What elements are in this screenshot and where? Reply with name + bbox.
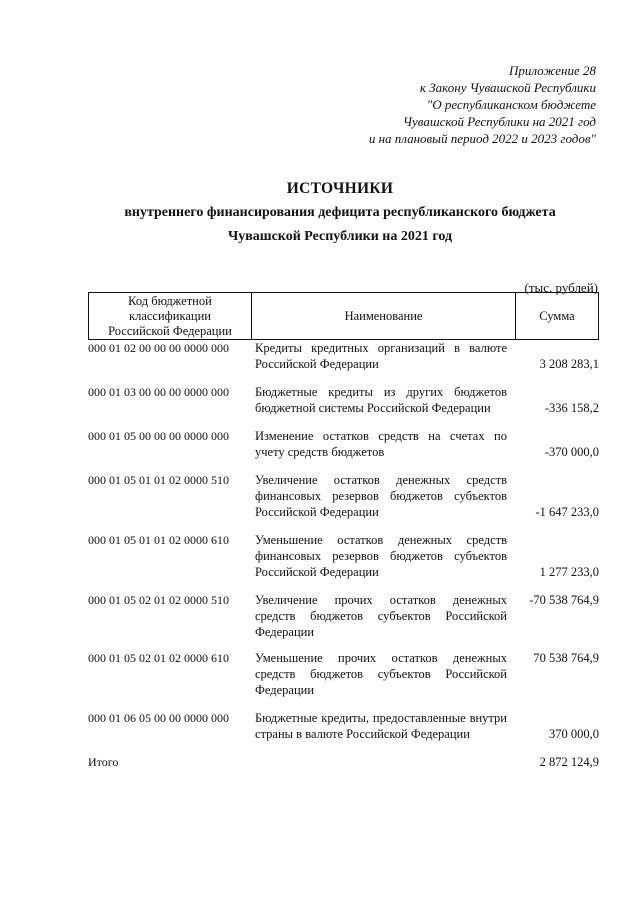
row-code: 000 01 05 00 00 00 0000 000: [88, 429, 229, 443]
row-name: Бюджетные кредиты, предоставленные внутри страны в валюте Российской Федерации: [255, 711, 507, 741]
header-code-line: Российской Федерации: [108, 323, 232, 338]
row-name: Бюджетные кредиты из других бюджетов бюджетной системы Российской Федерации: [255, 385, 507, 415]
row-code: 000 01 05 02 01 02 0000 510: [88, 593, 229, 607]
row-sum: -1 647 233,0: [535, 505, 599, 519]
title-line-1: ИСТОЧНИКИ: [286, 180, 394, 197]
total-label: Итого: [88, 755, 119, 769]
row-name: Уменьшение остатков денежных средств финансовых резервов бюджетов субъектов Российской Федерации: [255, 533, 507, 579]
appendix-line: и на плановый период 2022 и 2023 годов": [368, 131, 596, 146]
appendix-line: Приложение 28: [508, 63, 596, 78]
row-sum: 370 000,0: [549, 727, 599, 741]
table-row: [88, 384, 599, 416]
row-name: Увеличение прочих остатков денежных средств бюджетов субъектов Российской Федерации: [255, 593, 507, 639]
appendix-line: "О республиканском бюджете: [426, 97, 596, 112]
total-sum: 2 872 124,9: [539, 755, 599, 769]
row-sum: -370 000,0: [544, 445, 599, 459]
row-code: 000 01 02 00 00 00 0000 000: [88, 341, 229, 355]
row-name: Изменение остатков средств на счетах по учету средств бюджетов: [255, 429, 507, 459]
table-row: [88, 710, 599, 742]
row-name: Уменьшение прочих остатков денежных средств бюджетов субъектов Российской Федерации: [255, 651, 507, 697]
sources-table: [88, 292, 599, 769]
header-sum: Сумма: [539, 309, 575, 323]
document-title: [60, 177, 620, 249]
appendix-note: [300, 62, 596, 147]
row-code: 000 01 03 00 00 00 0000 000: [88, 385, 229, 399]
table-row: [88, 428, 599, 460]
row-code: 000 01 05 01 01 02 0000 510: [88, 473, 229, 487]
row-code: 000 01 06 05 00 00 0000 000: [88, 711, 229, 725]
table-row: [88, 592, 599, 640]
units-label: (тыс. рублей): [524, 280, 598, 295]
table-row: [88, 340, 599, 372]
header-name: Наименование: [252, 293, 516, 339]
row-name: Увеличение остатков денежных средств финансовых резервов бюджетов субъектов Российской Федерации: [255, 473, 507, 519]
table-header: [88, 292, 599, 340]
row-sum: 70 538 764,9: [533, 651, 599, 665]
total-name-empty: [251, 754, 515, 770]
row-code: 000 01 05 01 01 02 0000 610: [88, 533, 229, 547]
table-total-row: [88, 754, 599, 770]
table-row: [88, 650, 599, 698]
row-name: Кредиты кредитных организаций в валюте Российской Федерации: [255, 341, 507, 371]
header-code-line: Код бюджетной: [128, 293, 212, 308]
header-code-line: классификации: [129, 308, 211, 323]
row-sum: -336 158,2: [544, 401, 599, 415]
appendix-line: Чувашской Республики на 2021 год: [403, 114, 596, 129]
row-sum: 1 277 233,0: [539, 565, 599, 579]
row-sum: -70 538 764,9: [529, 593, 599, 607]
table-row: [88, 532, 599, 580]
row-code: 000 01 05 02 01 02 0000 610: [88, 651, 229, 665]
title-line-3: Чувашской Республики на 2021 год: [227, 229, 453, 244]
appendix-line: к Закону Чувашской Республики: [419, 80, 596, 95]
row-sum: 3 208 283,1: [539, 357, 599, 371]
title-line-2: внутреннего финансирования дефицита республиканского бюджета: [124, 205, 556, 220]
table-row: [88, 472, 599, 520]
header-code: [89, 293, 252, 339]
